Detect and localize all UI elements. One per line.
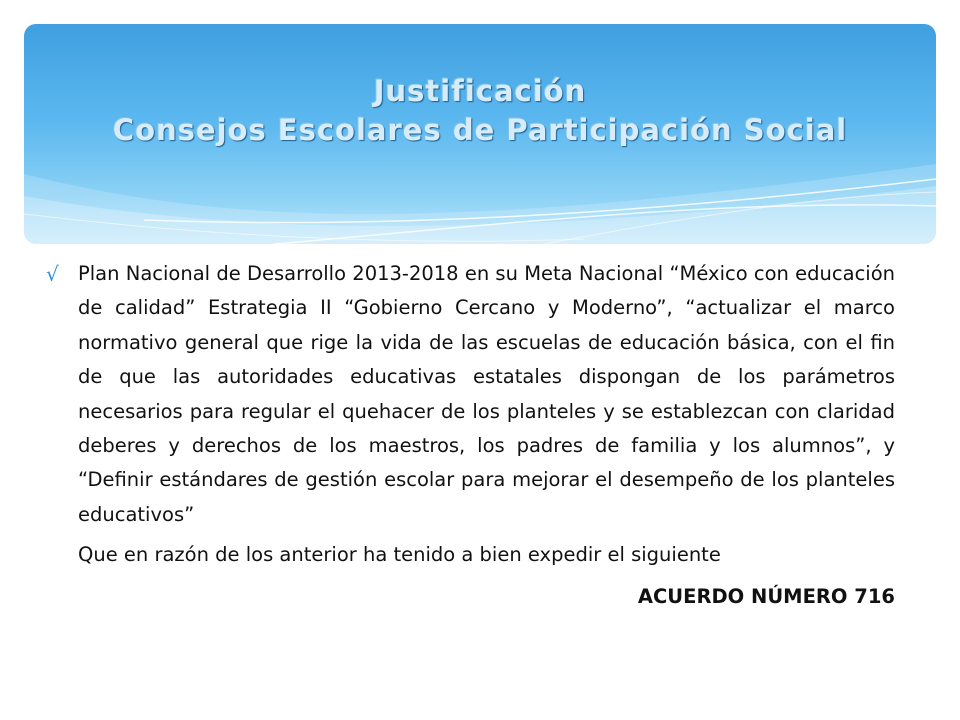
- bullet-text: Plan Nacional de Desarrollo 2013-2018 en su Meta Nacional “México con educación de calidad” Estrategia II “Gobierno Cercano y Moderno”, “actualizar el marco normativo general que rige la vida de las escuelas de educación básica, con el fin de que las autoridades educativas estatales dispongan de los parámetros necesarios para regular el quehacer de los planteles y se establezcan con claridad deberes y derechos de los maestros, los padres de familia y los alumnos”, y “Definir estándares de gestión escolar para mejorar el desempeño de los planteles educativos”: [78, 262, 895, 526]
- slide-title: [24, 72, 936, 150]
- bullet-paragraph: [40, 257, 895, 532]
- slide-body: [40, 257, 895, 614]
- agreement-heading: ACUERDO NÚMERO 716: [637, 585, 895, 609]
- title-line-1: Justificación: [373, 74, 587, 108]
- title-line-2: Consejos Escolares de Participación Social: [112, 113, 848, 147]
- check-radical-icon: √: [46, 262, 59, 286]
- closing-text: Que en razón de los anterior ha tenido a bien expedir el siguiente: [78, 543, 721, 567]
